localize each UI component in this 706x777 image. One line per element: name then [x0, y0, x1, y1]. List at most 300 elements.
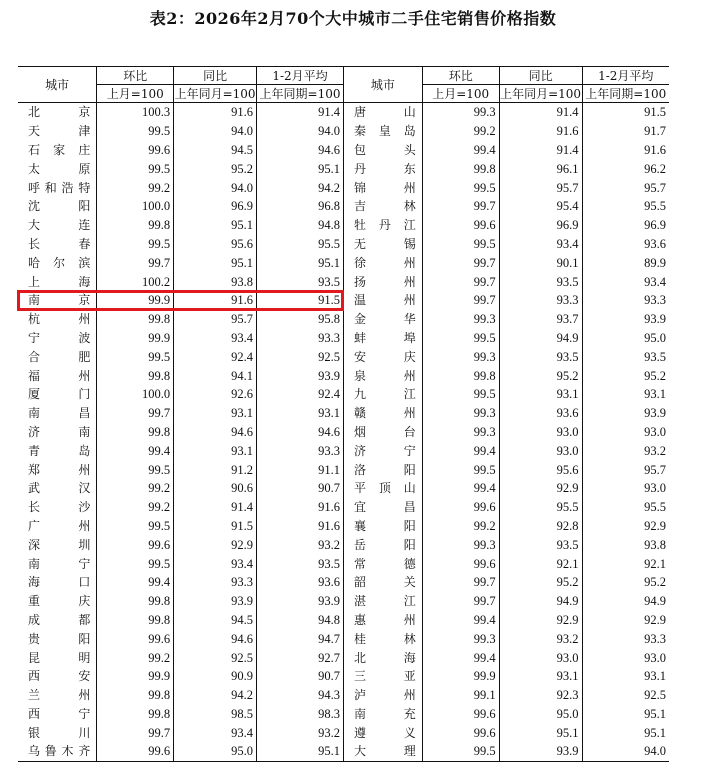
table-row [18, 517, 669, 536]
table-row [18, 592, 669, 611]
table-row [18, 347, 669, 366]
table-row [18, 611, 669, 630]
city-cell: 南充 [343, 705, 422, 724]
mom-cell: 99.4 [422, 479, 499, 498]
yoy-cell: 95.6 [174, 235, 257, 254]
table-row [18, 479, 669, 498]
mom-cell: 99.8 [97, 592, 174, 611]
city-cell: 三亚 [343, 667, 422, 686]
yoy-cell: 93.4 [174, 329, 257, 348]
mom-cell: 99.3 [422, 103, 499, 122]
city-cell: 秦皇岛 [343, 122, 422, 141]
avg-cell: 93.8 [582, 535, 669, 554]
avg-cell: 95.1 [257, 742, 344, 761]
mom-cell: 99.8 [97, 310, 174, 329]
table-row [18, 253, 669, 272]
mom-cell: 99.6 [97, 742, 174, 761]
table-row [18, 629, 669, 648]
avg-cell: 89.9 [582, 253, 669, 272]
avg-cell: 93.4 [582, 272, 669, 291]
mom-cell: 100.0 [97, 197, 174, 216]
yoy-cell: 92.9 [499, 479, 582, 498]
mom-cell: 99.9 [97, 667, 174, 686]
city-cell: 岳阳 [343, 535, 422, 554]
mom-cell: 100.3 [97, 103, 174, 122]
city-cell: 郑州 [28, 462, 91, 477]
mom-cell: 99.7 [97, 404, 174, 423]
yoy-cell: 95.6 [499, 460, 582, 479]
table-row [18, 723, 669, 742]
yoy-cell: 94.0 [174, 178, 257, 197]
mom-cell: 99.5 [97, 554, 174, 573]
city-cell: 金华 [343, 310, 422, 329]
mom-cell: 99.4 [97, 573, 174, 592]
yoy-cell: 93.4 [174, 723, 257, 742]
table-row [18, 705, 669, 724]
avg-cell: 92.9 [582, 611, 669, 630]
city-cell: 南京 [28, 293, 91, 308]
yoy-group-header: 同比 [499, 67, 582, 85]
yoy-cell: 94.2 [174, 686, 257, 705]
avg-cell: 93.6 [582, 235, 669, 254]
mom-base-header: 上月=100 [422, 85, 499, 103]
avg-cell: 93.1 [582, 667, 669, 686]
avg-base-header: 上年同期=100 [257, 85, 344, 103]
city-cell: 厦门 [28, 387, 91, 402]
city-cell: 泉州 [343, 366, 422, 385]
avg-cell: 94.8 [257, 611, 344, 630]
mom-cell: 100.2 [97, 272, 174, 291]
avg-cell: 92.1 [582, 554, 669, 573]
yoy-cell: 92.1 [499, 554, 582, 573]
yoy-cell: 93.7 [499, 310, 582, 329]
yoy-cell: 95.1 [174, 216, 257, 235]
avg-cell: 95.7 [582, 178, 669, 197]
mom-cell: 99.8 [422, 366, 499, 385]
mom-cell: 100.0 [97, 385, 174, 404]
yoy-cell: 94.0 [174, 122, 257, 141]
city-cell: 平顶山 [343, 479, 422, 498]
avg-cell: 95.5 [582, 498, 669, 517]
city-cell: 大连 [28, 218, 91, 233]
city-cell: 蚌埠 [343, 329, 422, 348]
table-row [18, 122, 669, 141]
avg-cell: 90.7 [257, 667, 344, 686]
city-cell: 深圳 [28, 537, 91, 552]
yoy-cell: 95.2 [499, 366, 582, 385]
yoy-cell: 92.3 [499, 686, 582, 705]
yoy-cell: 93.3 [499, 291, 582, 310]
avg-cell: 94.0 [257, 122, 344, 141]
yoy-cell: 91.5 [174, 517, 257, 536]
yoy-cell: 95.7 [499, 178, 582, 197]
city-cell: 哈尔滨 [28, 255, 91, 270]
table-row [18, 329, 669, 348]
city-cell: 徐州 [343, 253, 422, 272]
table-row [18, 498, 669, 517]
city-cell: 石家庄 [28, 142, 91, 157]
city-cell: 襄阳 [343, 517, 422, 536]
yoy-cell: 93.0 [499, 441, 582, 460]
avg-cell: 93.9 [582, 310, 669, 329]
mom-cell: 99.8 [97, 423, 174, 442]
table-row [18, 216, 669, 235]
avg-cell: 95.1 [257, 159, 344, 178]
mom-cell: 99.7 [422, 253, 499, 272]
mom-cell: 99.5 [422, 742, 499, 761]
city-cell: 大理 [343, 742, 422, 761]
mom-cell: 99.6 [97, 141, 174, 160]
avg-cell: 93.0 [582, 423, 669, 442]
city-cell: 长沙 [28, 500, 91, 515]
city-cell: 济南 [28, 424, 91, 439]
avg-cell: 95.0 [582, 329, 669, 348]
mom-cell: 99.6 [422, 216, 499, 235]
yoy-cell: 91.6 [174, 103, 257, 122]
city-cell: 锦州 [343, 178, 422, 197]
avg-cell: 94.8 [257, 216, 344, 235]
yoy-cell: 93.9 [174, 592, 257, 611]
yoy-cell: 94.9 [499, 592, 582, 611]
city-cell: 九江 [343, 385, 422, 404]
yoy-cell: 93.1 [174, 441, 257, 460]
avg-cell: 92.9 [582, 517, 669, 536]
city-cell: 南昌 [28, 406, 91, 421]
avg-cell: 93.5 [582, 347, 669, 366]
mom-group-header: 环比 [97, 67, 174, 85]
city-cell: 天津 [28, 124, 91, 139]
table-row [18, 366, 669, 385]
table-row [18, 441, 669, 460]
city-cell: 宁波 [28, 330, 91, 345]
avg-cell: 95.5 [257, 235, 344, 254]
avg-cell: 92.5 [582, 686, 669, 705]
yoy-cell: 93.2 [499, 629, 582, 648]
avg-cell: 95.1 [582, 705, 669, 724]
mom-cell: 99.3 [422, 347, 499, 366]
avg-group-header: 1-2月平均 [257, 67, 344, 85]
mom-cell: 99.4 [97, 441, 174, 460]
yoy-cell: 94.5 [174, 141, 257, 160]
mom-cell: 99.8 [97, 366, 174, 385]
city-cell: 吉林 [343, 197, 422, 216]
avg-cell: 93.3 [257, 329, 344, 348]
city-cell: 成都 [28, 612, 91, 627]
city-cell: 泸州 [343, 686, 422, 705]
avg-cell: 93.9 [257, 366, 344, 385]
avg-cell: 91.6 [257, 517, 344, 536]
yoy-cell: 96.9 [499, 216, 582, 235]
avg-cell: 91.6 [257, 498, 344, 517]
yoy-cell: 95.0 [174, 742, 257, 761]
avg-cell: 93.9 [582, 404, 669, 423]
yoy-cell: 93.1 [174, 404, 257, 423]
avg-cell: 93.0 [582, 648, 669, 667]
city-cell: 遵义 [343, 723, 422, 742]
avg-base-header: 上年同期=100 [582, 85, 669, 103]
avg-cell: 95.7 [582, 460, 669, 479]
mom-cell: 99.9 [97, 329, 174, 348]
yoy-cell: 95.5 [499, 498, 582, 517]
avg-cell: 91.4 [257, 103, 344, 122]
avg-cell: 94.6 [257, 141, 344, 160]
table-row [18, 159, 669, 178]
table-row [18, 310, 669, 329]
table-row [18, 535, 669, 554]
mom-cell: 99.3 [422, 404, 499, 423]
avg-cell: 93.9 [257, 592, 344, 611]
mom-cell: 99.5 [422, 329, 499, 348]
mom-cell: 99.6 [97, 629, 174, 648]
table-row [18, 573, 669, 592]
city-cell: 济宁 [343, 441, 422, 460]
mom-cell: 99.4 [422, 441, 499, 460]
avg-cell: 90.7 [257, 479, 344, 498]
avg-cell: 92.7 [257, 648, 344, 667]
mom-cell: 99.7 [422, 197, 499, 216]
mom-cell: 99.3 [422, 310, 499, 329]
city-cell: 长春 [28, 236, 91, 251]
yoy-cell: 92.8 [499, 517, 582, 536]
yoy-cell: 95.1 [499, 723, 582, 742]
avg-cell: 98.3 [257, 705, 344, 724]
table-row [18, 686, 669, 705]
city-cell: 唐山 [343, 103, 422, 122]
yoy-cell: 92.9 [174, 535, 257, 554]
avg-cell: 93.6 [257, 573, 344, 592]
avg-cell: 96.2 [582, 159, 669, 178]
avg-cell: 92.5 [257, 347, 344, 366]
yoy-cell: 93.5 [499, 272, 582, 291]
table-row [18, 197, 669, 216]
avg-cell: 96.8 [257, 197, 344, 216]
city-cell: 宜昌 [343, 498, 422, 517]
mom-cell: 99.9 [422, 667, 499, 686]
mom-cell: 99.2 [422, 122, 499, 141]
city-cell: 安庆 [343, 347, 422, 366]
yoy-cell: 90.6 [174, 479, 257, 498]
avg-cell: 96.9 [582, 216, 669, 235]
table-row [18, 404, 669, 423]
table-row [18, 235, 669, 254]
mom-cell: 99.5 [97, 460, 174, 479]
avg-cell: 91.6 [582, 141, 669, 160]
avg-cell: 92.4 [257, 385, 344, 404]
mom-cell: 99.5 [422, 235, 499, 254]
city-cell: 上海 [28, 274, 91, 289]
mom-cell: 99.6 [97, 535, 174, 554]
mom-cell: 99.7 [422, 272, 499, 291]
mom-cell: 99.6 [422, 723, 499, 742]
mom-cell: 99.6 [422, 554, 499, 573]
city-cell: 贵阳 [28, 631, 91, 646]
city-cell: 常德 [343, 554, 422, 573]
avg-cell: 93.5 [257, 272, 344, 291]
yoy-cell: 93.4 [174, 554, 257, 573]
city-cell: 湛江 [343, 592, 422, 611]
yoy-cell: 91.2 [174, 460, 257, 479]
city-cell: 烟台 [343, 423, 422, 442]
yoy-cell: 94.5 [174, 611, 257, 630]
city-cell: 广州 [28, 518, 91, 533]
city-cell: 乌鲁木齐 [18, 742, 97, 761]
city-cell: 青岛 [28, 443, 91, 458]
yoy-cell: 94.1 [174, 366, 257, 385]
yoy-cell: 93.0 [499, 423, 582, 442]
mom-cell: 99.7 [422, 573, 499, 592]
yoy-cell: 92.4 [174, 347, 257, 366]
mom-cell: 99.2 [97, 498, 174, 517]
avg-cell: 93.0 [582, 479, 669, 498]
table-body [18, 103, 669, 762]
table-row [18, 460, 669, 479]
yoy-cell: 94.6 [174, 423, 257, 442]
table-row [18, 103, 669, 122]
mom-cell: 99.5 [97, 347, 174, 366]
mom-cell: 99.2 [97, 648, 174, 667]
yoy-cell: 93.5 [499, 535, 582, 554]
avg-cell: 94.7 [257, 629, 344, 648]
mom-cell: 99.8 [422, 159, 499, 178]
mom-cell: 99.7 [97, 253, 174, 272]
city-cell: 重庆 [28, 594, 91, 609]
mom-cell: 99.6 [422, 498, 499, 517]
city-cell: 杭州 [28, 312, 91, 327]
mom-cell: 99.4 [422, 141, 499, 160]
mom-cell: 99.7 [422, 592, 499, 611]
yoy-cell: 91.4 [174, 498, 257, 517]
yoy-group-header: 同比 [174, 67, 257, 85]
city-cell: 惠州 [343, 611, 422, 630]
mom-cell: 99.5 [97, 122, 174, 141]
city-cell: 扬州 [343, 272, 422, 291]
avg-cell: 93.2 [257, 535, 344, 554]
avg-cell: 93.3 [257, 441, 344, 460]
yoy-cell: 94.6 [174, 629, 257, 648]
yoy-base-header: 上年同月=100 [174, 86, 256, 101]
yoy-cell: 92.6 [174, 385, 257, 404]
avg-cell: 91.7 [582, 122, 669, 141]
avg-cell: 94.9 [582, 592, 669, 611]
yoy-cell: 95.2 [499, 573, 582, 592]
mom-cell: 99.4 [422, 648, 499, 667]
table-row [18, 648, 669, 667]
mom-cell: 99.8 [97, 686, 174, 705]
yoy-cell: 95.2 [174, 159, 257, 178]
table-row [18, 178, 669, 197]
yoy-cell: 93.3 [174, 573, 257, 592]
city-cell: 北海 [343, 648, 422, 667]
yoy-cell: 94.9 [499, 329, 582, 348]
yoy-cell: 95.7 [174, 310, 257, 329]
yoy-cell: 93.8 [174, 272, 257, 291]
mom-cell: 99.7 [97, 723, 174, 742]
page-title: 表2：2026年2月70个大中城市二手住宅销售价格指数 [149, 9, 557, 28]
yoy-cell: 93.1 [499, 667, 582, 686]
avg-cell: 93.2 [582, 441, 669, 460]
city-column-header: 城市 [18, 67, 97, 103]
yoy-cell: 92.5 [174, 648, 257, 667]
avg-cell: 95.1 [582, 723, 669, 742]
table-row [18, 742, 669, 761]
city-cell: 昆明 [28, 650, 91, 665]
mom-cell: 99.5 [97, 517, 174, 536]
table-row [18, 554, 669, 573]
mom-cell: 99.5 [422, 385, 499, 404]
mom-cell: 99.6 [422, 705, 499, 724]
avg-cell: 93.5 [257, 554, 344, 573]
mom-cell: 99.5 [97, 159, 174, 178]
city-cell: 南宁 [28, 556, 91, 571]
avg-cell: 95.8 [257, 310, 344, 329]
mom-cell: 99.1 [422, 686, 499, 705]
avg-cell: 93.1 [257, 404, 344, 423]
yoy-cell: 96.1 [499, 159, 582, 178]
yoy-cell: 93.4 [499, 235, 582, 254]
mom-group-header: 环比 [422, 67, 499, 85]
avg-cell: 93.2 [257, 723, 344, 742]
mom-cell: 99.3 [422, 629, 499, 648]
yoy-cell: 95.1 [174, 253, 257, 272]
city-cell: 太原 [28, 161, 91, 176]
city-cell: 西宁 [28, 706, 91, 721]
mom-cell: 99.5 [97, 235, 174, 254]
table-row [18, 291, 669, 310]
avg-cell: 93.3 [582, 291, 669, 310]
avg-cell: 93.3 [582, 629, 669, 648]
city-cell: 银川 [28, 725, 91, 740]
avg-cell: 93.1 [582, 385, 669, 404]
mom-cell: 99.8 [97, 216, 174, 235]
avg-cell: 91.5 [257, 291, 344, 310]
avg-cell: 94.2 [257, 178, 344, 197]
avg-cell: 95.1 [257, 253, 344, 272]
mom-cell: 99.2 [422, 517, 499, 536]
city-cell: 无锡 [343, 235, 422, 254]
yoy-cell: 95.0 [499, 705, 582, 724]
yoy-cell: 95.4 [499, 197, 582, 216]
city-cell: 呼和浩特 [28, 180, 91, 195]
yoy-cell: 93.0 [499, 648, 582, 667]
mom-cell: 99.5 [422, 460, 499, 479]
avg-cell: 94.6 [257, 423, 344, 442]
yoy-cell: 91.4 [499, 103, 582, 122]
table-row [18, 272, 669, 291]
avg-group-header: 1-2月平均 [582, 67, 669, 85]
mom-cell: 99.4 [422, 611, 499, 630]
city-cell: 海口 [28, 575, 91, 590]
yoy-cell: 93.1 [499, 385, 582, 404]
city-cell: 包头 [343, 141, 422, 160]
yoy-cell: 90.1 [499, 253, 582, 272]
mom-cell: 99.5 [422, 178, 499, 197]
mom-cell: 99.8 [97, 705, 174, 724]
city-cell: 合肥 [28, 349, 91, 364]
avg-cell: 94.3 [257, 686, 344, 705]
city-cell: 牡丹江 [343, 216, 422, 235]
mom-cell: 99.9 [97, 291, 174, 310]
avg-cell: 95.2 [582, 366, 669, 385]
avg-cell: 95.2 [582, 573, 669, 592]
yoy-base-header: 上年同月=100 [500, 86, 582, 101]
table-row [18, 423, 669, 442]
table-row [18, 385, 669, 404]
yoy-cell: 98.5 [174, 705, 257, 724]
mom-cell: 99.2 [97, 178, 174, 197]
yoy-cell: 91.4 [499, 141, 582, 160]
yoy-cell: 93.9 [499, 742, 582, 761]
mom-cell: 99.3 [422, 535, 499, 554]
